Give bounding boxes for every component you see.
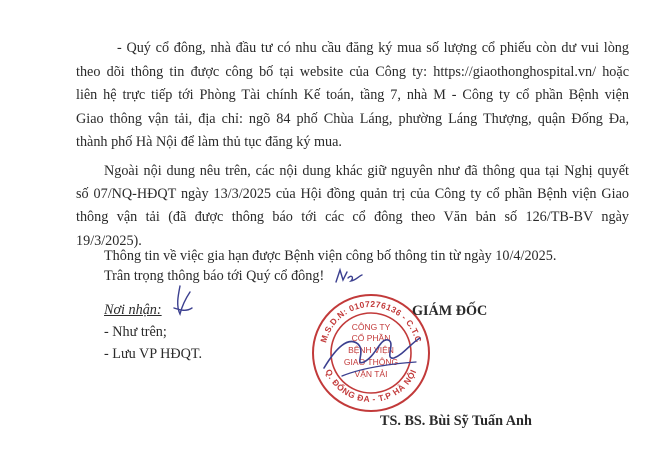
text-line: Thông tin về việc gia hạn được Bệnh viện công bố thông tin từ ngày 10/4/2025. <box>104 248 557 264</box>
stamp-center-line: CỔ PHẦN <box>351 333 391 343</box>
text-line: Ngoài nội dung nêu trên, các nội dung khác giữ nguyên như đã thông qua tại Nghị quyết <box>104 163 629 179</box>
signer-position: GIÁM ĐỐC <box>412 303 488 319</box>
text-line: số 07/NQ-HĐQT ngày 13/3/2025 của Hội đồng quản trị của Công ty cổ phần Bệnh viện Giao <box>76 186 629 202</box>
signer-name: TS. BS. Bùi Sỹ Tuấn Anh <box>380 413 532 429</box>
text-line: Giao thông vận tải, địa chỉ: ngõ 84 phố Chùa Láng, phường Láng Thượng, quận Đống Đa, <box>76 111 629 127</box>
text-line: liên hệ trực tiếp tới Phòng Tài chính Kế toán, tầng 7, nhà M - Công ty cổ phần Bệnh viện <box>76 87 629 103</box>
text-line: thông vận tải (đã được thông báo tới các cổ đông theo Văn bản số 126/TB-BV ngày <box>76 209 629 225</box>
recipient-item: - Lưu VP HĐQT. <box>104 346 203 362</box>
initials-scribble <box>334 266 364 286</box>
text-line: thành phố Hà Nội để làm thủ tục đăng ký mua. <box>76 134 342 150</box>
stamp-center-line: BỆNH VIỆN <box>348 345 394 355</box>
text-line: theo dõi thông tin được công bố tại website của Công ty: https://giaothonghospital.vn/ hoặc <box>76 64 629 80</box>
text-line: 19/3/2025). <box>76 233 142 249</box>
stamp-center-line: VẬN TẢI <box>354 369 388 379</box>
stamp-ring-bottom: Q. ĐỐNG ĐA - T.P HÀ NỘI <box>323 367 419 405</box>
stamp-ring-top: M.S.D.N: 0107276136 - C.T.C <box>318 298 424 344</box>
recipient-item: - Như trên; <box>104 324 167 340</box>
director-signature <box>318 318 428 388</box>
stamp-center-line: CÔNG TY <box>351 322 391 332</box>
stamp-center-line: GIAO THÔNG <box>343 357 399 367</box>
recipient-signature-mark <box>166 284 196 324</box>
recipients-title: Nơi nhận: <box>104 302 162 318</box>
text-line: Trân trọng thông báo tới Quý cổ đông! <box>104 268 325 284</box>
text-line: - Quý cổ đông, nhà đầu tư có nhu cầu đăng ký mua số lượng cổ phiếu còn dư vui lòng <box>117 40 629 56</box>
